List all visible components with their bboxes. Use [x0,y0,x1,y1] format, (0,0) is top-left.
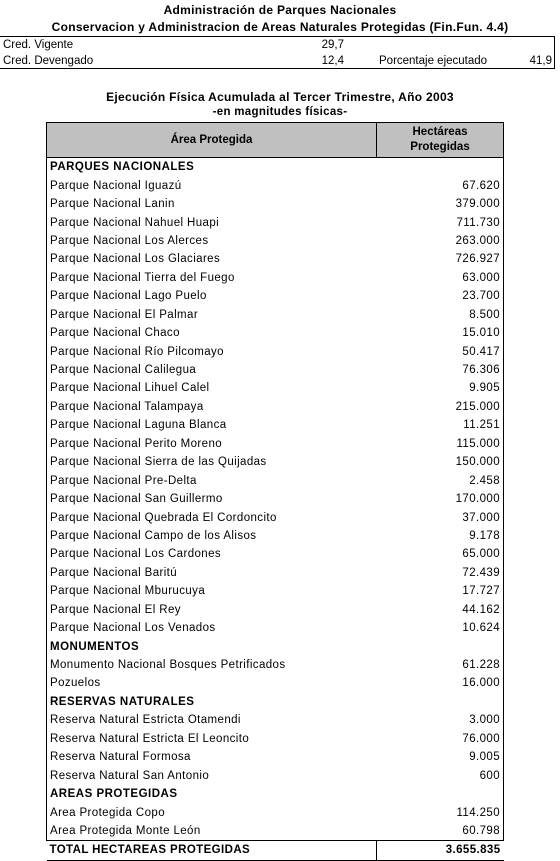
hectares-value: 65.000 [462,548,500,561]
hectares-value: 3.000 [469,714,500,727]
area-name: Parque Nacional San Guillermo [50,493,223,506]
area-name: Monumento Nacional Bosques Petrificados [50,659,286,672]
cred-devengado-label: Cred. Devengado [3,55,94,67]
table-row [47,306,504,324]
program-title: Conservacion y Administracion de Areas Naturales Protegidas (Fin.Fun. 4.4) [51,20,509,34]
hectares-value: 10.624 [462,622,500,635]
area-name: Parque Nacional Quebrada El Cordoncito [50,511,277,524]
table-row [47,398,504,416]
column-header-hectares-line1: Hectáreas [412,126,468,138]
section-label: AREAS PROTEGIDAS [50,788,178,801]
cred-devengado-value: 12,4 [321,55,344,67]
hectares-value: 711.730 [456,216,500,229]
hectares-value: 263.000 [455,234,500,247]
area-name: Parque Nacional Nahuel Huapi [50,216,220,229]
hectares-value: 50.417 [462,345,500,358]
hectares-value: 16.000 [462,677,500,690]
hectares-value: 23.700 [462,290,500,303]
hectares-value: 72.439 [462,566,500,579]
area-name: Reserva Natural Estricta El Leoncito [50,732,250,745]
table-row [47,711,504,729]
credit-row-vigente [0,38,555,54]
area-name: Parque Nacional Lago Puelo [50,290,207,303]
column-header-area: Área Protegida [47,123,377,158]
section-header-row [47,785,504,803]
area-name: Parque Nacional Talampaya [50,400,204,413]
hectares-value [377,785,504,803]
table-row [47,379,504,397]
hectares-value: 60.798 [462,824,500,837]
table-row [47,232,504,250]
hectares-value: 67.620 [462,179,500,192]
table-row [47,527,504,545]
hectares-value: 37.000 [462,511,500,524]
area-name: Parque Nacional Pre-Delta [50,474,197,487]
area-name: Pozuelos [50,677,101,690]
table-row [47,269,504,287]
hectares-value [377,693,504,711]
area-name: Parque Nacional El Palmar [50,308,199,321]
porcentaje-label: Porcentaje ejecutado [379,55,488,67]
table-row [47,730,504,748]
table-row [47,656,504,674]
table-row [47,766,504,784]
table-row [47,342,504,360]
hectares-value: 61.228 [462,659,500,672]
hectares-value: 8.500 [469,308,500,321]
area-name: Parque Nacional Río Pilcomayo [50,345,224,358]
agency-title: Administración de Parques Nacionales [163,3,397,17]
hectares-value [377,637,504,655]
hectares-value: 11.251 [463,419,500,432]
total-value: 3.655.835 [377,841,504,860]
area-name: Parque Nacional Campo de los Alisos [50,529,257,542]
table-row [47,471,504,489]
credit-summary-box [0,36,555,69]
table-row [47,619,504,637]
hectares-value: 15.010 [462,327,500,340]
table-row [47,195,504,213]
hectares-value: 9.178 [469,529,500,542]
table-row [47,803,504,821]
table-row [47,250,504,268]
area-name: Area Protegida Monte León [50,824,201,837]
column-header-hectares [377,123,504,158]
area-name: Reserva Natural San Antonio [50,769,210,782]
table-row [47,176,504,194]
area-name: Parque Nacional Tierra del Fuego [50,271,235,284]
section-label: MONUMENTOS [50,640,140,653]
area-name: Parque Nacional Iguazú [50,179,182,192]
total-label: TOTAL HECTAREAS PROTEGIDAS [47,841,377,860]
hectares-value: 114.250 [456,806,500,819]
table-row [47,508,504,526]
hectares-value [377,158,504,177]
area-name: Reserva Natural Estricta Otamendi [50,714,241,727]
hectares-value: 9.005 [469,751,500,764]
hectares-value: 76.000 [462,732,500,745]
cred-vigente-label: Cred. Vigente [3,39,74,51]
section-label: RESERVAS NATURALES [50,695,195,708]
area-name: Parque Nacional Chaco [50,327,180,340]
hectares-value: 600 [479,769,500,782]
table-row [47,287,504,305]
area-name: Parque Nacional Lihuel Calel [50,382,210,395]
table-row [47,435,504,453]
cred-vigente-value: 29,7 [321,39,344,51]
table-row [47,361,504,379]
table-header-row [47,123,504,158]
hectares-value: 170.000 [455,493,500,506]
table-row [47,545,504,563]
area-name: Area Protegida Copo [50,806,166,819]
area-name: Parque Nacional Perito Moreno [50,437,223,450]
table-row [47,822,504,841]
table-row [47,416,504,434]
area-name: Parque Nacional Baritú [50,566,178,579]
table-row [47,490,504,508]
column-header-hectares-line2: Protegidas [410,141,470,153]
area-name: Reserva Natural Formosa [50,751,191,764]
section-label: PARQUES NACIONALES [50,161,195,174]
hectares-value: 726.927 [455,253,500,266]
table-row [47,582,504,600]
area-name: Parque Nacional Mburucuya [50,585,206,598]
table-row [47,748,504,766]
hectares-value: 115.000 [456,437,500,450]
porcentaje-value: 41,9 [529,55,552,67]
area-name: Parque Nacional Los Alerces [50,234,209,247]
table-row [47,564,504,582]
hectares-value: 76.306 [462,364,500,377]
area-name: Parque Nacional Sierra de las Quijadas [50,456,267,469]
protected-areas-table [46,122,504,861]
hectares-value: 63.000 [462,271,500,284]
table-row [47,453,504,471]
table-row [47,601,504,619]
report-subtitle: -en magnitudes físicas- [212,106,348,118]
area-name: Parque Nacional Laguna Blanca [50,419,227,432]
credit-row-devengado [0,54,555,70]
report-title: Ejecución Física Acumulada al Tercer Trimestre, Año 2003 [106,90,454,104]
hectares-value: 17.727 [462,585,500,598]
section-header-row [47,637,504,655]
section-header-row [47,693,504,711]
total-row [47,841,504,860]
hectares-value: 44.162 [462,603,500,616]
hectares-value: 379.000 [455,198,500,211]
hectares-value: 150.000 [455,456,500,469]
area-name: Parque Nacional Los Venados [50,622,216,635]
hectares-value: 215.000 [455,400,500,413]
area-name: Parque Nacional El Rey [50,603,181,616]
table-body [47,158,504,841]
table-row [47,324,504,342]
hectares-value: 2.458 [469,474,500,487]
table-row [47,213,504,231]
table-row [47,674,504,692]
section-header-row [47,158,504,177]
area-name: Parque Nacional Lanin [50,198,175,211]
area-name: Parque Nacional Los Cardones [50,548,222,561]
hectares-value: 9.905 [469,382,500,395]
area-name: Parque Nacional Calilegua [50,364,197,377]
area-name: Parque Nacional Los Glaciares [50,253,221,266]
